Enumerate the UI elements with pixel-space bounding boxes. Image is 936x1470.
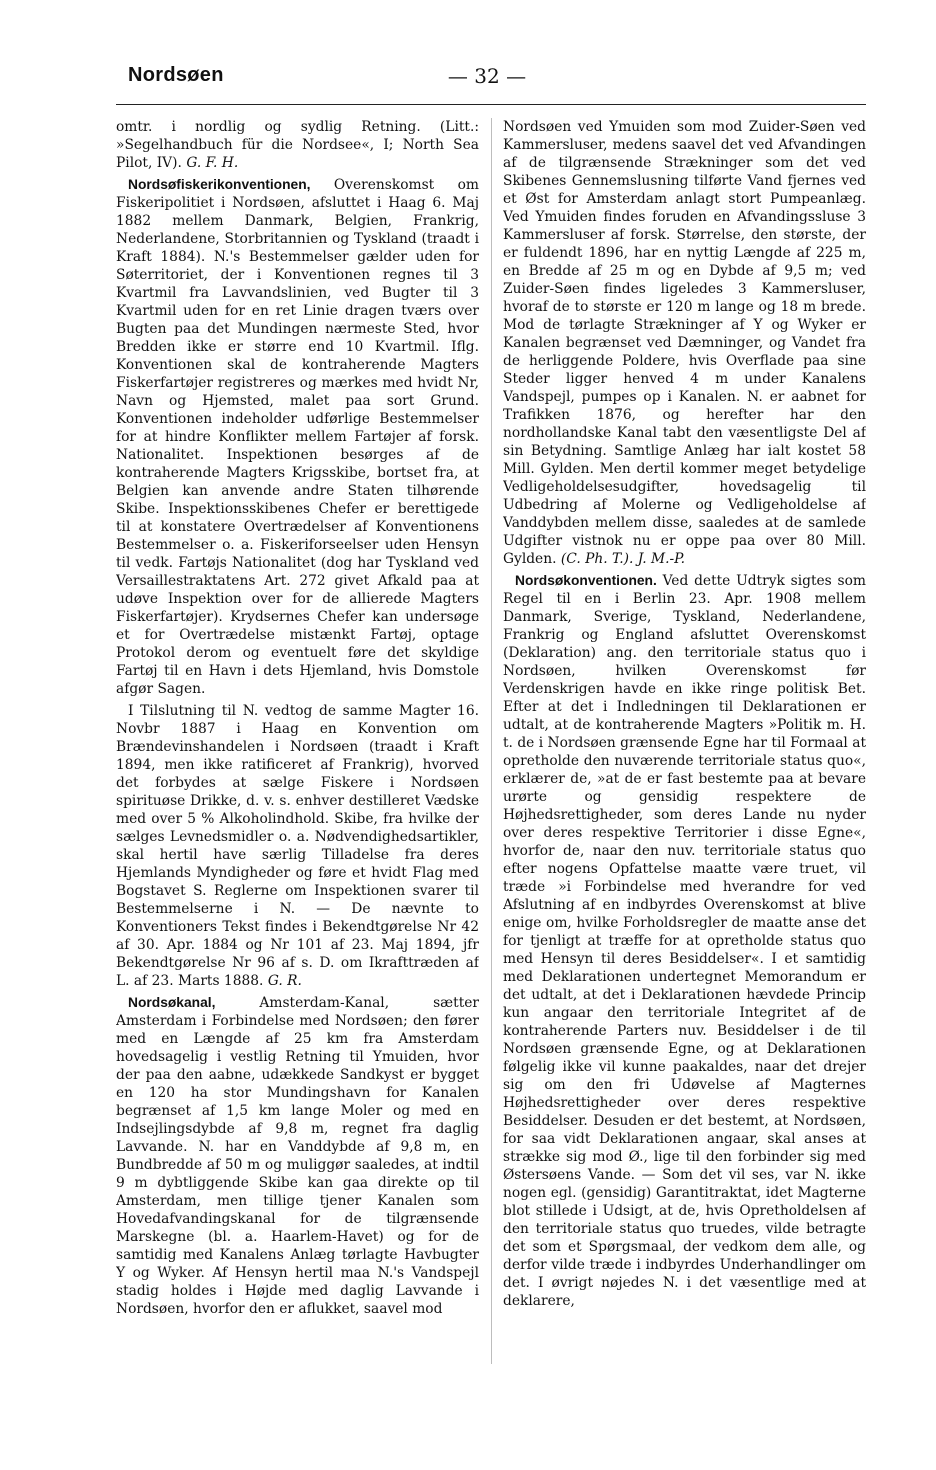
entry-title: Nordsøkonventionen. — [515, 573, 657, 588]
header-rule — [116, 104, 866, 105]
entry-nordsokanal — [116, 994, 479, 1318]
text-columns — [116, 118, 866, 1322]
entry-nordsokonventionen — [503, 572, 866, 1310]
entry-signature: G. F. H. — [186, 155, 239, 171]
entry-nordsofiskerikonventionen — [116, 176, 479, 698]
entry-text: Ved dette Udtryk sigtes som Regel til en i Berlin 23. Apr. 1908 mellem Danmark, Sverige, Tyskland, Nederlandene, Frankrig og England afsluttet Overenskomst (Deklaration) ang. den territoriale status quo i Nordsøen, hvilken Overenskomst før Verdenskrigen havde en ikke ringe politisk Bet. Efter at det i Indledningen til Deklarationen er udtalt, at de kontraherende Magters »Politik m. H. t. de i Nordsøen grænsende Egne har til Formaal at opretholde den nuværende territoriale status quo«, erklærer de, »at de er fast bestemte paa at bevare urørte og gensidig respektere de Højhedsrettigheder, som deres Lande nu nyder over deres respektive Territorier i disse Egne«, hvorfor de, naar den nuv. territoriale status quo efter nogens Opfattelse maatte være truet, vil træde »i Forbindelse med hverandre for ved Afslutning af en indbyrdes Overenskomst at blive enige om, hvilke Forholdsregler de maatte anse det for tjenligt at træffe for at opretholde status quo med Hensyn til deres Besiddelser«. I et samtidig med Deklarationen undertegnet Memorandum er det udtalt, at det i Deklarationen hævdede Princip kun angaar den territoriale Integritet af de kontraherende Parters nuv. Besiddelser i de til Nordsøen grænsende Egne, og at Deklarationen følgelig ikke vil kunne paakaldes, naar det drejer sig om den fri Udøvelse af Magternes Højhedsrettigheder over deres respektive Besiddelser. Desuden er det bestemt, at Nordsøen, for saa vidt Deklarationen angaar, skal anses at strække sig mod Ø., lige til den forbinder sig med Østersøens Vande. — Som det vil ses, var N. ikke nogen egl. (gensidig) Garantitraktat, idet Magterne blot stillede i Udsigt, at de, hvis Opretholdelsen af den territoriale status quo truedes, vilde betragte det som et Spørgsmaal, der vedkom dem alle, og derfor vilde træde i indbyrdes Underhandlinger om det. I øvrigt nøjedes N. i det væsentlige med at deklarere, — [503, 573, 866, 1309]
entry-title: Nordsøfiskerikonventionen, — [128, 177, 311, 192]
entry-title: Nordsøkanal, — [128, 995, 216, 1010]
page-header — [128, 64, 846, 96]
page-number: — 32 — — [447, 64, 527, 88]
entry-text: omtr. i nordlig og sydlig Retning. (Litt.: »Segelhandbuch für die Nordsee«, I; North Sea Pilot, IV). — [116, 119, 479, 171]
entry-nordsokanal-continuation — [503, 118, 866, 568]
entry-text: Nordsøen ved Ymuiden som mod Zuider-Søen ved Kammersluser, medens saavel det ved Afvandingen af de tilgrænsende Strækninger som det ved Skibenes Gennemslusning tilførte Vand fjernes ved et Øst for Amsterdam anlagt stort Pumpeanlæg. Ved Ymuiden findes foruden en Afvandingssluse 3 Kammersluser af forsk. Størrelse, den største, der er fuldendt 1896, har en nyttig Længde af 225 m, en Bredde af 25 m og en Dybde af 9,5 m; ved Zuider-Søen findes ligeledes 3 Kammersluser, hvoraf de to største er 120 m lange og 18 m brede. Mod de tørlagte Strækninger af Y og Wyker er Kanalen begrænset ved Dæmninger, og Vandet fra de herliggende Poldere, hvis Overflade paa sine Steder ligger henved 4 m under Kanalens Vandspejl, pumpes op i Kanalen. N. er aabnet for Trafikken 1876, og herefter har den nordhollandske Kanal tabt den væsentligste Del af sin Betydning. Samtlige Anlæg har ialt kostet 58 Mill. Gylden. Men dertil kommer meget betydelige Vedligeholdelsesudgifter, hovedsagelig til Udbedring af Molerne og Vedligeholdelse af Vanddybden mellem disse, saaledes at de samlede Udgifter vistnok nu er oppe paa over 80 Mill. Gylden. — [503, 119, 866, 567]
entry-text: Overenskomst om Fiskeripolitiet i Nordsøen, afsluttet i Haag 6. Maj 1882 mellem Danmark, Belgien, Frankrig, Nederlandene, Storbritannien og Tyskland (traadt i Kraft 1884). N.'s Bestemmelser gælder uden for Søterritoriet, der i Konventionen regnes til 3 Kvartmil fra Lavvandslinien, ved Bugter til 3 Kvartmil uden for en ret Linie dragen tværs over Bugten paa det Mundingen nærmeste Sted, hvor Bredden ikke er større end 10 Kvartmil. Iflg. Konventionen skal de kontraherende Magters Fiskerfartøjer registreres og mærkes med hvidt Nr, Navn og Hjemsted, malet paa sort Grund. Konventionen indeholder udførlige Bestemmelser for at hindre Konflikter mellem Fartøjer af forsk. Nationalitet. Inspektionen besørges af de kontraherende Magters Krigsskibe, bortset fra, at Belgien kan anvende andre Staten tilhørende Skibe. Inspektionsskibenes Chefer er berettigede til at konstatere Overtrædelser af Konventionens Bestemmelser o. a. Fiskeriforseelser uden Hensyn til vedk. Fartøjs Nationalitet (dog har Tyskland ved Versaillestraktatens Art. 272 givet Afkald paa at udøve Inspektion over for de allierede Magters Fiskerfartøjer). Krydsernes Chefer kan undersøge et for Overtrædelse mistænkt Fartøj, optage Protokol derom og eventuelt føre det skyldige Fartøj til en Havn i dets Hjemland, hvis Domstole afgør Sagen. — [116, 177, 479, 697]
entry-brandevinshandelen — [116, 702, 479, 990]
entry-text: I Tilslutning til N. vedtog de samme Magter 16. Novbr 1887 i Haag en Konvention om Brændevinshandelen i Nordsøen (traadt i Kraft 1894, men ikke ratificeret af Frankrig), hvorved det forbydes at sælge Fiskere i Nordsøen spirituøse Drikke, d. v. s. enhver destilleret Vædske med over 5 % Alkoholindhold. Skibe, fra hvilke der sælges Levnedsmidler o. a. Nødvendighedsartikler, skal hertil have særlig Tilladelse fra deres Hjemlands Myndigheder og føre et hvidt Flag med Bogstavet S. Reglerne om Inspektionen svarer til Bestemmelserne i N. — De nævnte to Konventioners Tekst findes i Bekendtgørelse Nr 42 af 30. Apr. 1884 og Nr 101 af 23. Maj 1894, jfr Bekendtgørelse Nr 96 af s. D. om Ikrafttræden af L. af 23. Marts 1888. — [116, 703, 479, 989]
entry-segelhandbuch-continuation — [116, 118, 479, 172]
entry-signature: G. R. — [267, 973, 302, 989]
right-column — [503, 118, 866, 1322]
running-head: Nordsøen — [128, 64, 224, 86]
left-column — [116, 118, 479, 1322]
entry-signature: (C. Ph. T.). J. M.-P. — [560, 551, 686, 567]
entry-text: Amsterdam-Kanal, sætter Amsterdam i Forbindelse med Nordsøen; den fører med en Længde af 25 km fra Amsterdam hovedsagelig i vestlig Retning til Ymuiden, hvor der paa den aabne, udækkede Sandkyst er bygget en 120 ha stor Mundingshavn for Kanalen begrænset af 1,5 km lange Moler og med en Indsejlingsdybde af 9,8 m, regnet fra daglig Lavvande. N. har en Vanddybde af 9,8 m, en Bundbredde af 50 m og muliggør saaledes, at indtil 9 m dybtliggende Skibe kan gaa direkte op til Amsterdam, men tillige tjener Kanalen som Hovedafvandingskanal for de tilgrænsende Marskegne (bl. a. Haarlem-Havet) og for de samtidig med Kanalens Anlæg tørlagte Havbugter Y og Wyker. Af Hensyn hertil maa N.'s Vandspejl stadig holdes i Højde med daglig Lavvande i Nordsøen, hvorfor den er aflukket, saavel mod — [116, 995, 479, 1317]
